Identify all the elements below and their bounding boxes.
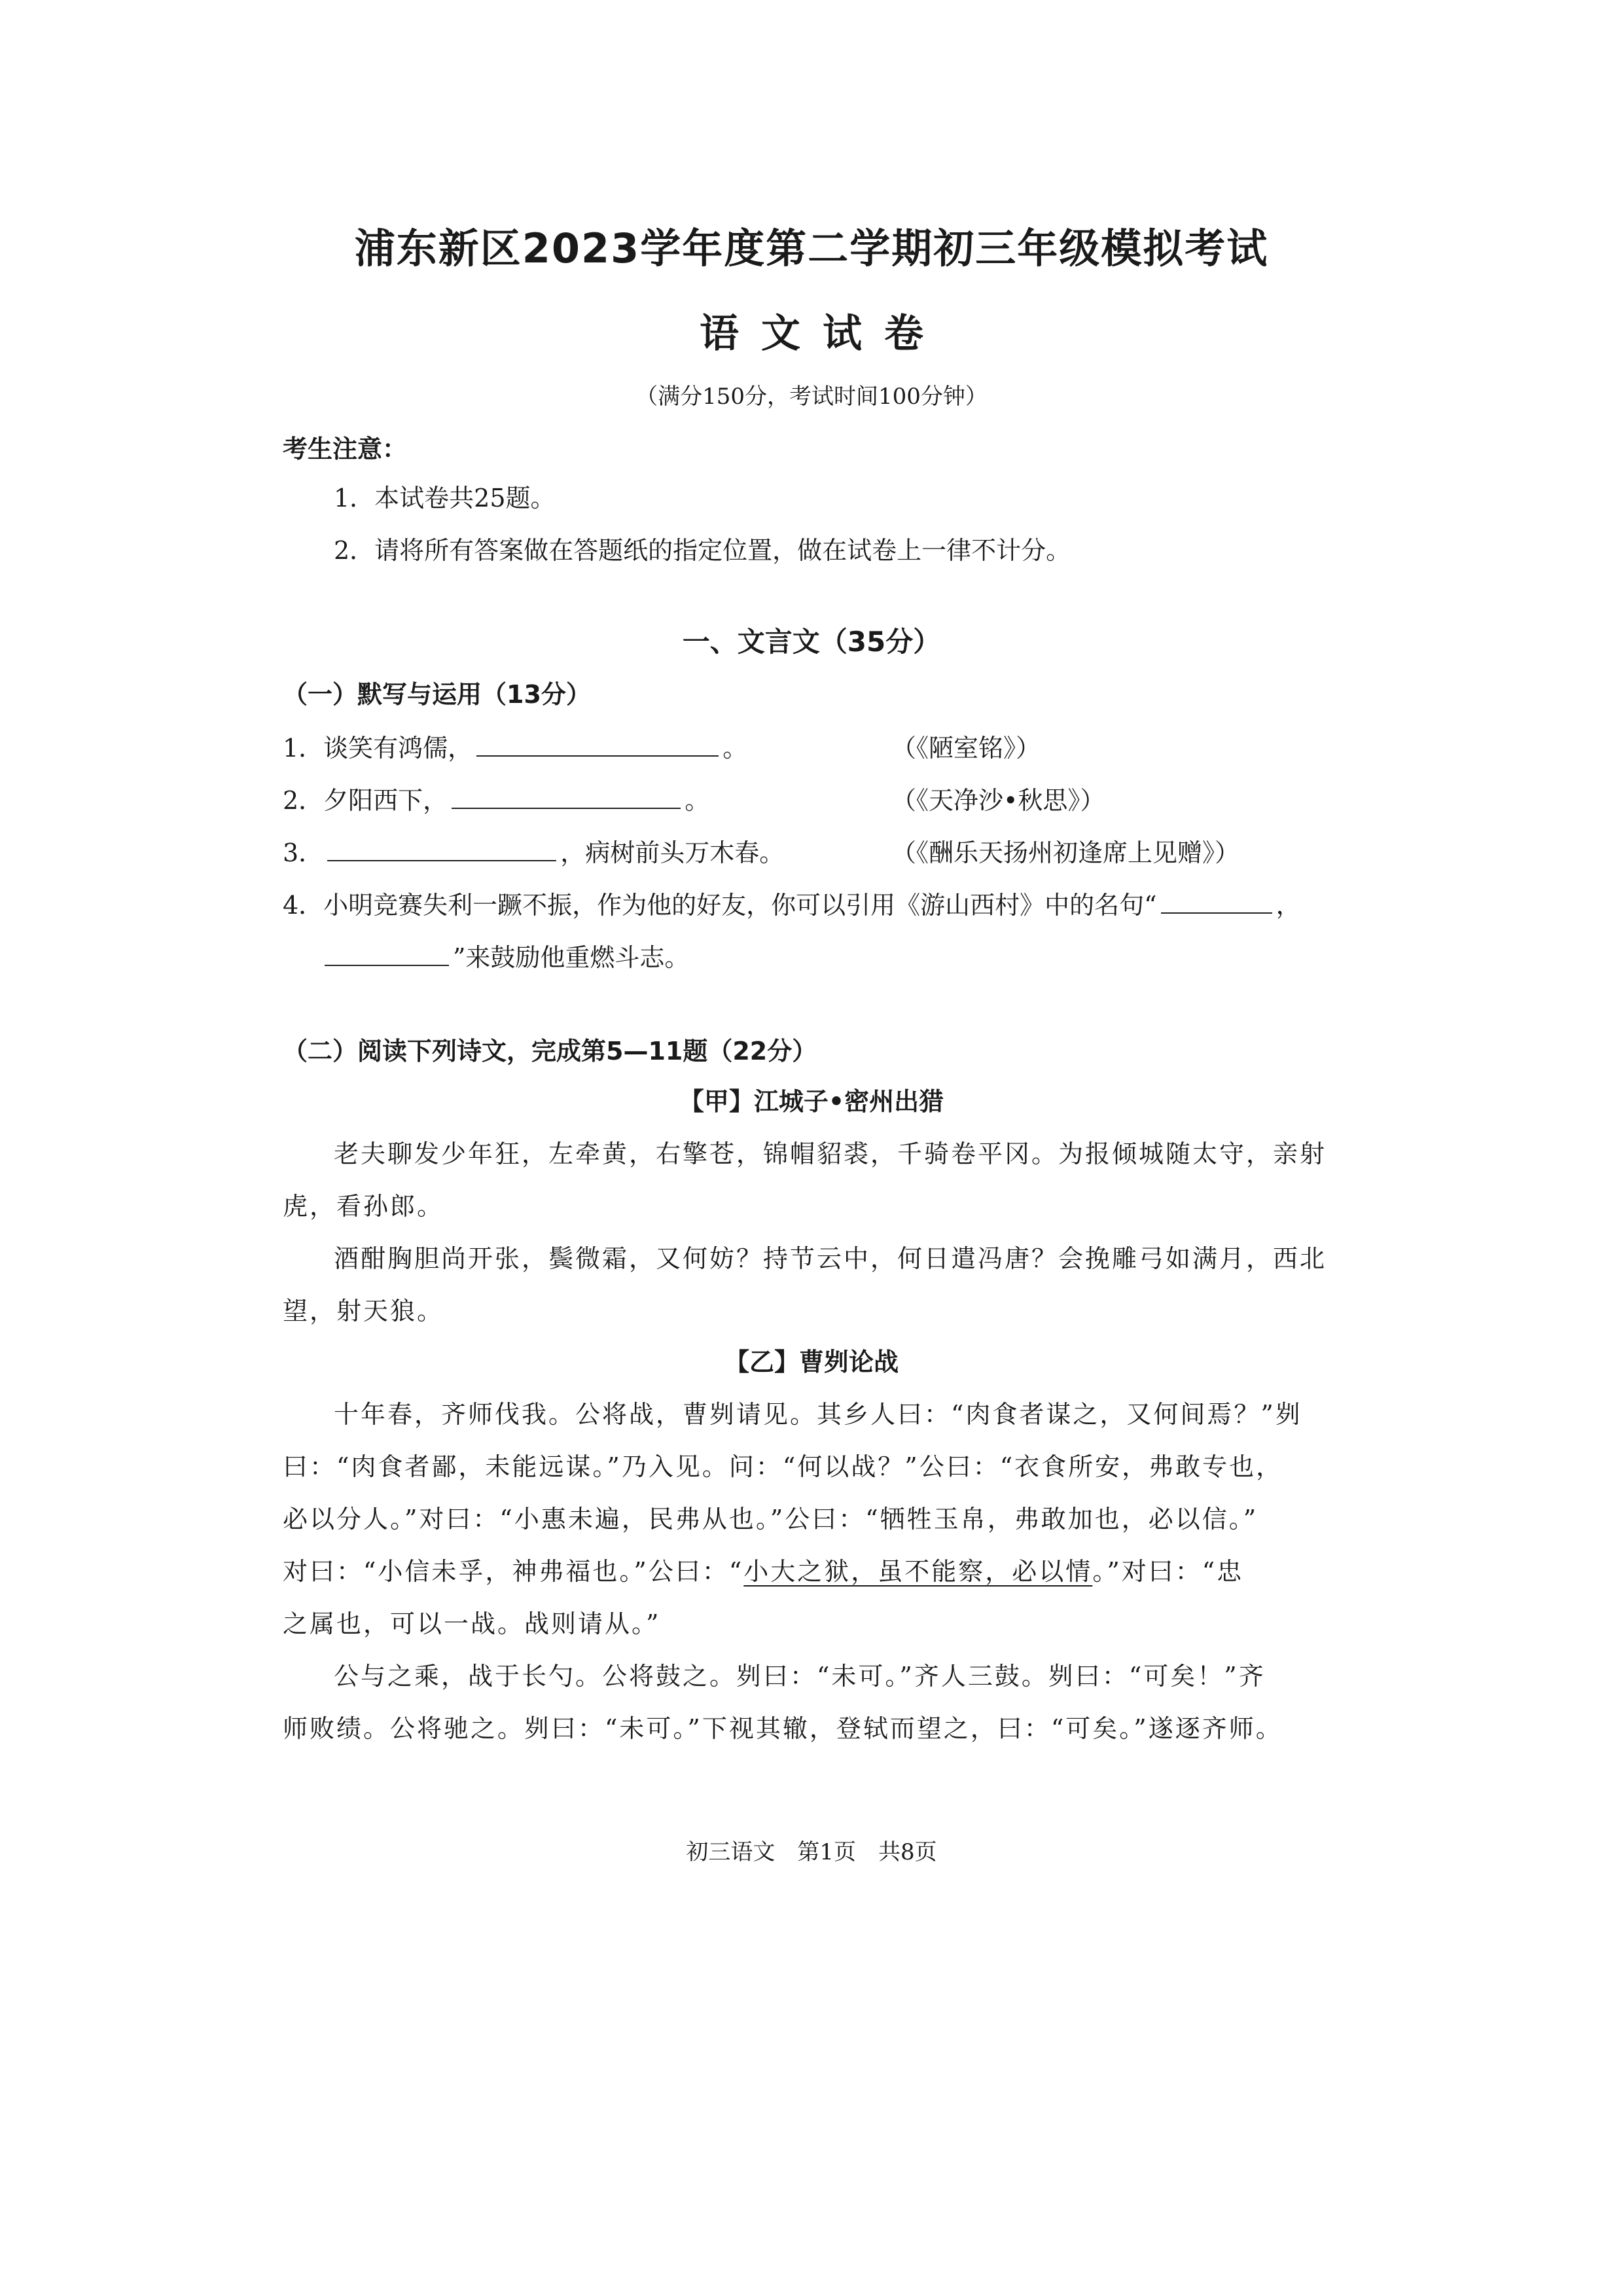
- passage-b-line-1: 十年春，齐师伐我。公将战，曹刿请见。其乡人曰：“肉食者谋之，又何间焉？”刿: [334, 1400, 1302, 1429]
- passage-a-line-4: 望，射天狼。: [283, 1297, 444, 1325]
- score-note: （满分150分，考试时间100分钟）: [635, 384, 988, 410]
- question-3-source: （《酬乐天扬州初逢席上见赠》）: [891, 838, 1240, 867]
- question-1: [283, 728, 747, 764]
- question-2-suffix: 。: [685, 786, 710, 815]
- passage-a-title: 【甲】江城子•密州出猎: [679, 1087, 944, 1116]
- part1-heading: （一）默写与运用（13分）: [283, 680, 591, 709]
- question-2-prefix: 2．夕阳西下，: [283, 786, 448, 815]
- part2-heading: （二）阅读下列诗文，完成第5—11题（22分）: [283, 1037, 817, 1066]
- question-3-suffix: ，病树前头万木春。: [560, 838, 785, 867]
- question-4-line-1-end: ，: [1275, 891, 1301, 920]
- question-1-blank[interactable]: [476, 732, 719, 757]
- exam-subtitle: 语文试卷: [700, 311, 946, 357]
- page-footer: 初三语文 第1页 共8页: [686, 1839, 937, 1865]
- passage-b-title: 【乙】曹刿论战: [724, 1348, 899, 1376]
- notice-item-1: 1．本试卷共25题。: [334, 484, 556, 512]
- passage-b-line-4: [283, 1551, 1243, 1587]
- passage-a-line-1: 老夫聊发少年狂，左牵黄，右擎苍，锦帽貂裘，千骑卷平冈。为报倾城随太守，亲射: [334, 1139, 1327, 1168]
- underlined-sentence: 小大之狱，虽不能察，必以情: [743, 1557, 1093, 1586]
- question-2: [283, 780, 709, 816]
- question-1-source: （《陋室铭》）: [891, 734, 1041, 762]
- passage-a-line-3: 酒酣胸胆尚开张，鬓微霜，又何妨？持节云中，何日遣冯唐？会挽雕弓如满月，西北: [334, 1244, 1327, 1273]
- question-4-text: 4．小明竞赛失利一蹶不振，作为他的好友，你可以引用《游山西村》中的名句“: [283, 891, 1157, 920]
- section-heading: 一、文言文（35分）: [682, 626, 941, 658]
- question-2-source: （《天净沙•秋思》）: [891, 786, 1105, 815]
- passage-b-line-4-pre: 对曰：“小信未孚，神弗福也。”公曰：“: [283, 1557, 744, 1586]
- passage-a-line-2: 虎，看孙郎。: [283, 1192, 444, 1221]
- exam-title: 浦东新区2023学年度第二学期初三年级模拟考试: [354, 224, 1269, 272]
- question-3-blank[interactable]: [327, 836, 556, 861]
- question-4-line-1: [283, 885, 1301, 921]
- question-2-blank[interactable]: [452, 784, 681, 809]
- question-3-prefix: 3．: [283, 838, 324, 867]
- question-3: [283, 833, 784, 869]
- question-4-line-2: [321, 937, 689, 973]
- notice-item-2: 2．请将所有答案做在答题纸的指定位置，做在试卷上一律不计分。: [334, 536, 1071, 565]
- passage-b-line-3: 必以分人。”对曰：“小惠未遍，民弗从也。”公曰：“牺牲玉帛，弗敢加也，必以信。”: [283, 1505, 1258, 1534]
- question-1-suffix: 。: [722, 734, 748, 762]
- passage-b-line-4-post: 。”对曰：“忠: [1092, 1557, 1244, 1586]
- question-4-blank-2[interactable]: [325, 941, 449, 966]
- passage-b-line-5: 之属也，可以一战。战则请从。”: [283, 1609, 661, 1638]
- question-1-prefix: 1．谈笑有鸿儒，: [283, 734, 473, 762]
- question-4-blank-1[interactable]: [1161, 889, 1272, 914]
- passage-b-line-7: 师败绩。公将驰之。刿曰：“未可。”下视其辙，登轼而望之，曰：“可矣。”遂逐齐师。: [283, 1714, 1283, 1743]
- passage-b-line-2: 曰：“肉食者鄙，未能远谋。”乃入见。问：“何以战？”公曰：“衣食所安，弗敢专也，: [283, 1452, 1283, 1481]
- question-4-line-2-end: ”来鼓励他重燃斗志。: [453, 943, 690, 972]
- passage-b-line-6: 公与之乘，战于长勺。公将鼓之。刿曰：“未可。”齐人三鼓。刿曰：“可矣！”齐: [334, 1662, 1266, 1691]
- notice-heading: 考生注意：: [283, 435, 408, 463]
